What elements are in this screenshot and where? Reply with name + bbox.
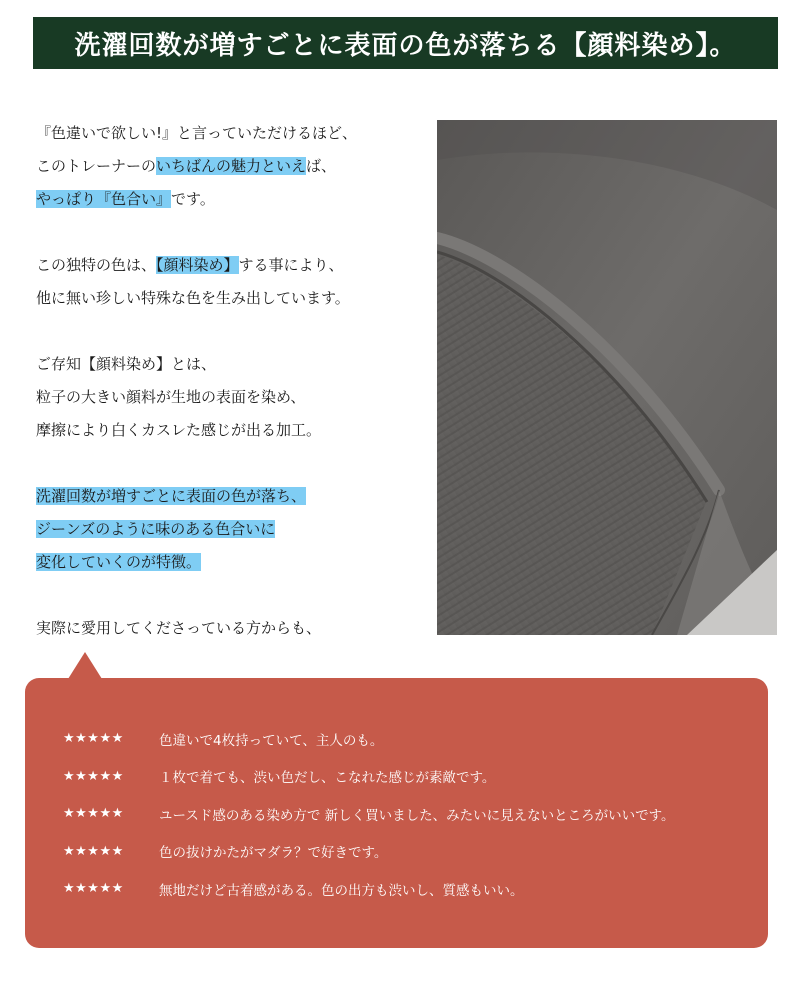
highlighted-text: 洗濯回数が増すごとに表面の色が落ち、 [36, 487, 307, 505]
text-segment: 他に無い珍しい特殊な色を生み出しています。 [36, 289, 350, 307]
speech-pointer [68, 652, 102, 679]
star-rating: ★★★★★ [63, 843, 124, 859]
text-segment: です。 [171, 190, 215, 208]
review-item [63, 720, 758, 758]
section-title: 洗濯回数が増すごとに表面の色が落ちる【顔料染め】。 [74, 30, 737, 61]
text-line [36, 249, 426, 282]
text-line [36, 414, 426, 447]
review-text: 色違いで4枚持っていて、主人のも。 [159, 732, 384, 749]
review-item [63, 833, 758, 871]
text-line [36, 381, 426, 414]
star-rating: ★★★★★ [63, 881, 124, 897]
text-segment: 『色違いで欲しい!』と言っていただけるほど、 [36, 124, 358, 142]
review-item [63, 795, 758, 833]
highlighted-text: ジーンズのように味のある色合いに [36, 520, 276, 538]
review-text: 色の抜けかたがマダラ？で好きです。 [159, 845, 388, 862]
highlighted-text: 【顔料染め】 [156, 256, 239, 274]
text-line [36, 117, 426, 150]
review-text: １枚で着ても、渋い色だし、こなれた感じが素敵です。 [159, 770, 496, 787]
review-text: ユースド感のある染め方で 新しく買いました、みたいに見えないところがいいです。 [159, 807, 675, 824]
highlighted-text: 変化していくのが特徴。 [36, 553, 202, 571]
text-line [36, 348, 426, 381]
text-line [36, 513, 426, 546]
text-line [36, 183, 426, 216]
text-segment: 粒子の大きい顔料が生地の表面を染め、 [36, 388, 306, 406]
paragraph [36, 117, 426, 216]
review-list [63, 720, 758, 908]
review-text: 無地だけど古着感がある。色の出方も渋いし、質感もいい。 [159, 882, 524, 899]
body-text [36, 117, 426, 678]
review-box [25, 678, 768, 948]
text-line [36, 480, 426, 513]
text-line [36, 612, 426, 645]
review-item [63, 758, 758, 796]
paragraph [36, 348, 426, 447]
text-line [36, 282, 426, 315]
highlighted-text: いちばんの魅力といえ [156, 157, 307, 175]
star-rating: ★★★★★ [63, 731, 124, 747]
text-line [36, 150, 426, 183]
text-segment: する事により、 [238, 256, 344, 274]
paragraph [36, 249, 426, 315]
section-title-banner [33, 17, 778, 69]
paragraph [36, 480, 426, 579]
star-rating: ★★★★★ [63, 806, 124, 822]
text-segment: このトレーナーの [36, 157, 157, 175]
text-segment: ご存知【顔料染め】とは、 [36, 355, 217, 373]
fabric-photo [437, 120, 777, 635]
text-segment: この独特の色は、 [36, 256, 157, 274]
star-rating: ★★★★★ [63, 768, 124, 784]
text-segment: ば、 [306, 157, 337, 175]
text-segment: 実際に愛用してくださっている方からも、 [36, 619, 322, 637]
highlighted-text: やっぱり『色合い』 [36, 190, 172, 208]
paragraph [36, 612, 426, 645]
review-item [63, 870, 758, 908]
text-segment: 摩擦により白くカスレた感じが出る加工。 [36, 421, 322, 439]
text-line [36, 546, 426, 579]
